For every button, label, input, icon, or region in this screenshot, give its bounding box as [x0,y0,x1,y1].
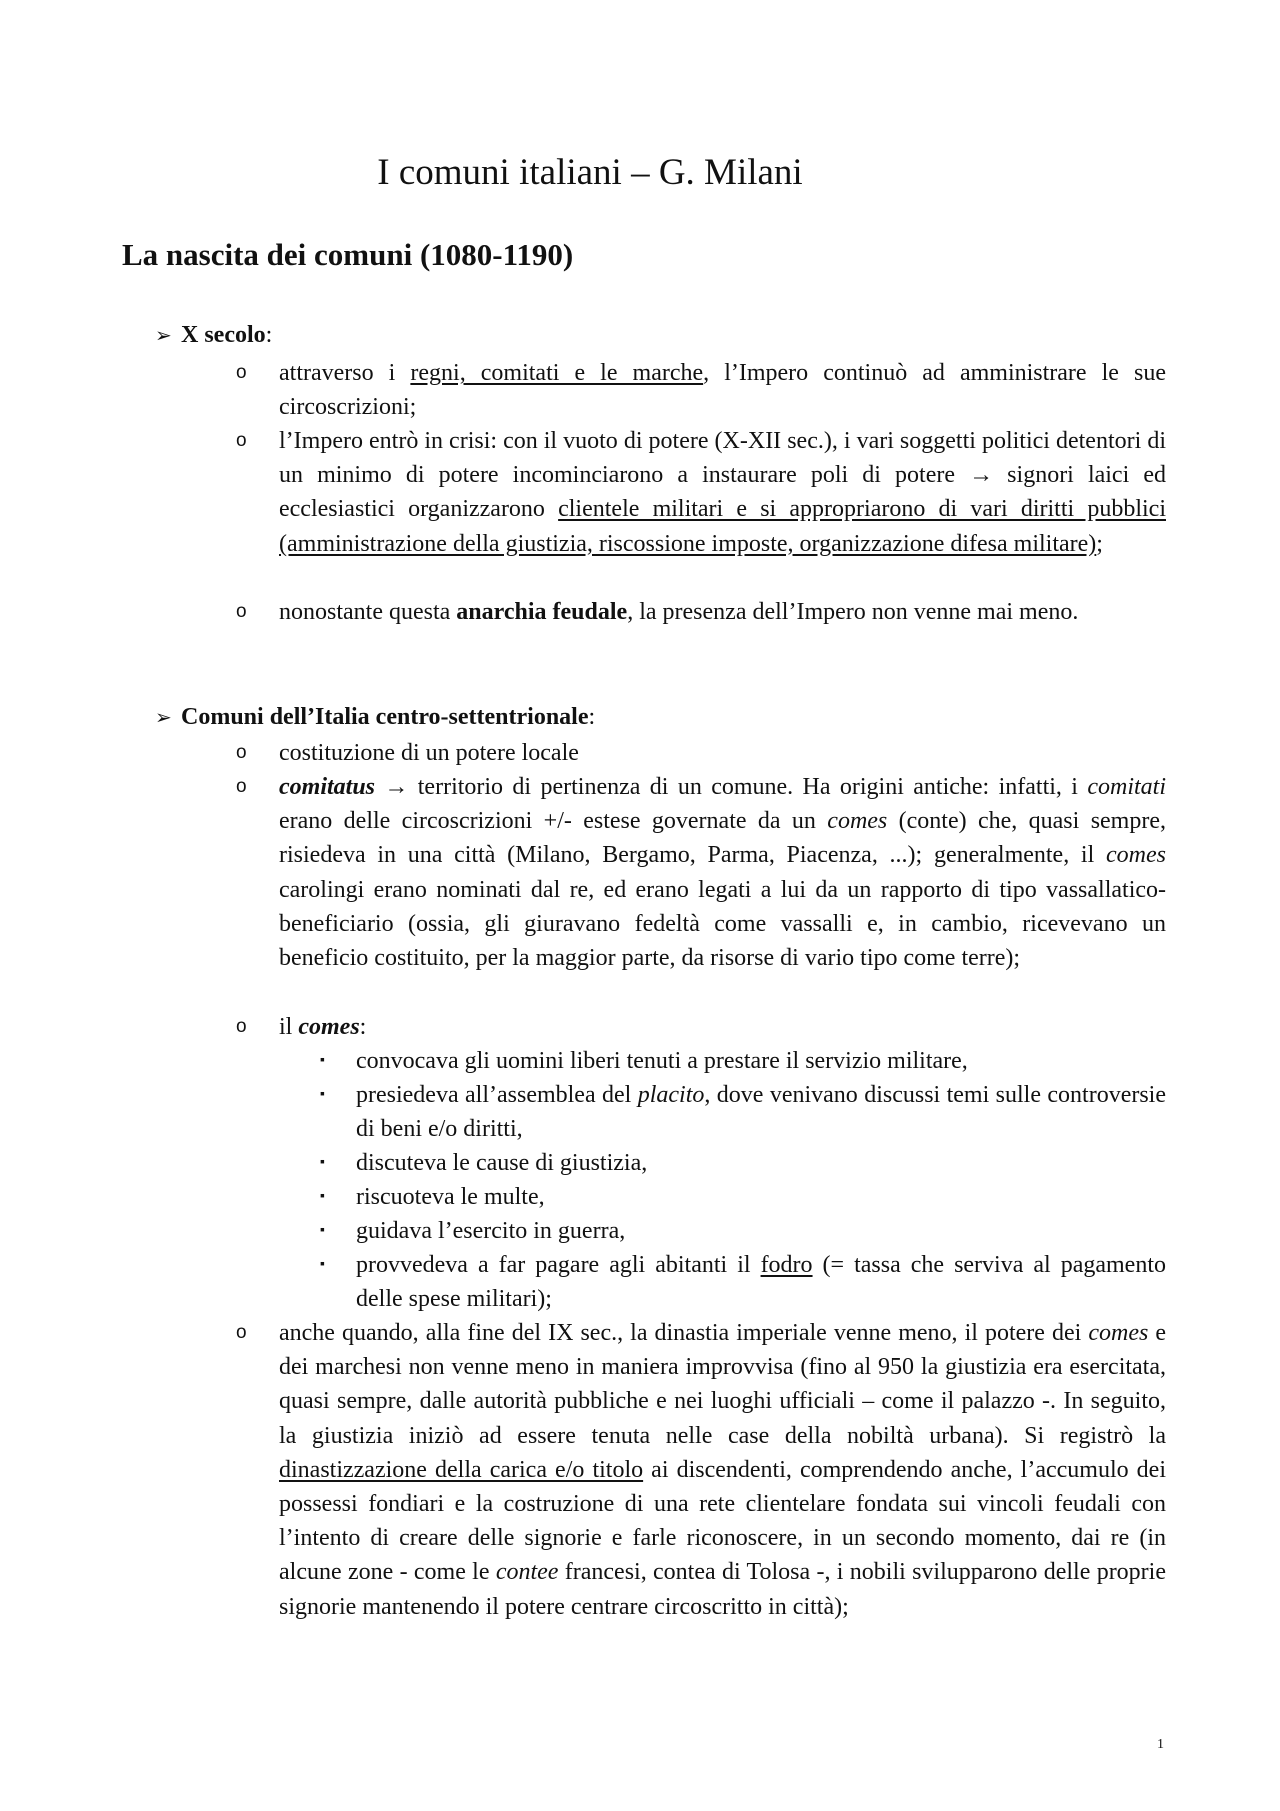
square-bullet-icon: ▪ [320,1257,325,1272]
document-title: I comuni italiani – G. Milani [377,152,803,193]
circle-bullet-icon: o [236,776,247,797]
square-bullet-icon: ▪ [320,1053,325,1068]
list-item-text: costituzione di un potere locale [279,740,579,766]
list-item [236,770,1166,975]
sub-list-item-text: guidava l’esercito in guerra, [356,1218,626,1244]
sub-list-item [320,1078,1166,1146]
circle-bullet-icon: o [236,362,247,383]
list-item [236,1010,1166,1044]
sub-list-item-text: discuteva le cause di giustizia, [356,1150,648,1176]
section-heading: La nascita dei comuni (1080-1190) [122,237,574,272]
sub-list-item-text: presiedeva all’assemblea del placito, dove venivano discussi temi sulle controversie di beni e/o diritti, [356,1082,1166,1143]
list-item-text: attraverso i regni, comitati e le marche, l’Impero continuò ad amministrare le sue circoscrizioni; [279,360,1166,421]
list-item-text: l’Impero entrò in crisi: con il vuoto di potere (X-XII sec.), i vari soggetti politici detentori di un minimo di potere incominciarono a instaurare poli di potere → signori laici ed ecclesiastici organizzarono clientele militari e si appropriarono di vari diritti pubblici (amministrazione della giustizia, riscossione imposte, organizzazione difesa militare); [279,428,1166,557]
list-item-text: nonostante questa anarchia feudale, la presenza dell’Impero non venne mai meno. [279,599,1079,625]
list-item [236,1316,1166,1624]
sub-list-item-text: riscuoteva le multe, [356,1184,545,1210]
bullet-heading-comuni: ➢ Comuni dell’Italia centro-settentrionale: [155,700,595,735]
square-bullet-icon: ▪ [320,1223,325,1238]
heading-text: X secolo [181,322,266,348]
list-item-text: comitatus → territorio di pertinenza di un comune. Ha origini antiche: infatti, i comitati erano delle circoscrizioni +/- estese governate da un comes (conte) che, quasi sempre, risiedeva in una città (Milano, Bergamo, Parma, Piacenza, ...); generalmente, il comes carolingi erano nominati dal re, ed erano legati a lui da un rapporto di tipo vassallatico-beneficiario (ossia, gli giuravano fedeltà come vassalli e, in cambio, ricevevano un beneficio costituito, per la maggior parte, da risorse di vario tipo come terre); [279,774,1166,972]
page-number: 1 [1157,1737,1164,1752]
heading-text: Comuni dell’Italia centro-settentrionale [181,704,589,730]
circle-bullet-icon: o [236,430,247,451]
list-item-text: il comes: [279,1014,367,1040]
bullet-heading-x-secolo: ➢ X secolo: [155,318,272,353]
circle-bullet-icon: o [236,1016,247,1037]
circle-bullet-icon: o [236,1322,247,1343]
sub-list-item [320,1044,1166,1078]
list-item [236,595,1166,629]
circle-bullet-icon: o [236,742,247,763]
list-item [236,424,1166,561]
sub-list-item [320,1248,1166,1316]
list-item-text: anche quando, alla fine del IX sec., la dinastia imperiale venne meno, il potere dei comes e dei marchesi non venne meno in maniera improvvisa (fino al 950 la giustizia era esercitata, quasi sempre, dalle autorità pubbliche e nei luoghi ufficiali – come il palazzo -. In seguito, la giustizia iniziò ad essere tenuta nelle case della nobiltà urbana). Si registrò la dinastizzazione della carica e/o titolo ai discendenti, comprendendo anche, l’accumulo dei possessi fondiari e la costruzione di una rete clientelare fondata sui vincoli feudali con l’intento di creare delle signorie e farle riconoscere, in un secondo momento, dai re (in alcune zone - come le contee francesi, contea di Tolosa -, i nobili svilupparono delle proprie signorie mantenendo il potere centrare circoscritto in città); [279,1320,1167,1620]
sub-list-item-text: convocava gli uomini liberi tenuti a prestare il servizio militare, [356,1048,968,1074]
sub-list-item [320,1180,1166,1214]
sub-list-item [320,1214,1166,1248]
sub-list-item-text: provvedeva a far pagare agli abitanti il fodro (= tassa che serviva al pagamento delle spese militari); [356,1252,1166,1313]
circle-bullet-icon: o [236,601,247,622]
arrow-bullet-icon: ➢ [155,325,172,347]
list-item [236,356,1166,424]
sub-list-item [320,1146,1166,1180]
arrow-bullet-icon: ➢ [155,707,172,729]
square-bullet-icon: ▪ [320,1155,325,1170]
square-bullet-icon: ▪ [320,1087,325,1102]
square-bullet-icon: ▪ [320,1189,325,1204]
list-item [236,736,1166,770]
